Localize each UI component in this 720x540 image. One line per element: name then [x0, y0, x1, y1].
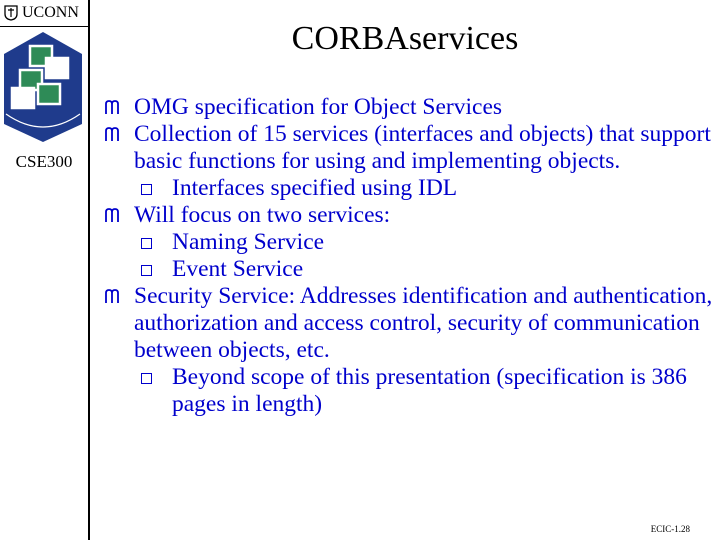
slide-title: CORBAservices: [291, 20, 519, 57]
sub-bullet-item: [104, 229, 716, 256]
square-bullet-icon: [141, 265, 152, 276]
brand: [4, 4, 79, 22]
m-bullet-icon: [104, 98, 120, 116]
sidebar-divider: [88, 0, 90, 540]
sidebar: [0, 0, 88, 540]
uconn-seal-icon: [4, 5, 18, 21]
bullet-list: [104, 94, 716, 418]
sub-bullet-text: Beyond scope of this presentation (specification is 386 pages in length): [172, 364, 687, 417]
bullet-text: Collection of 15 services (interfaces and objects) that support basic functions for using and implementing objects.: [134, 121, 711, 174]
sub-bullet-text: Naming Service: [172, 229, 325, 255]
sub-bullet-text: Event Service: [172, 256, 304, 282]
bullet-text: Will focus on two services:: [134, 202, 391, 228]
sub-bullet-text: Interfaces specified using IDL: [172, 175, 458, 201]
square-bullet-icon: [141, 238, 152, 249]
bullet-item: [104, 283, 716, 364]
course-label: CSE300: [15, 152, 73, 171]
brand-text: UCONN: [22, 4, 79, 21]
bullet-text: Security Service: Addresses identification and authentication, authorization and access control, security of communication between objects, etc.: [134, 283, 713, 363]
bullet-item: [104, 202, 716, 229]
sub-bullet-item: [104, 256, 716, 283]
bullet-item: [104, 121, 716, 175]
sub-bullet-item: [104, 175, 716, 202]
slide-id: ECIC-1.28: [650, 524, 690, 534]
bullet-text: OMG specification for Object Services: [134, 94, 503, 120]
m-bullet-icon: [104, 287, 120, 305]
square-bullet-icon: [141, 373, 152, 384]
header-rule: [0, 26, 88, 27]
square-bullet-icon: [141, 184, 152, 195]
m-bullet-icon: [104, 206, 120, 224]
cse-logo-icon: [0, 28, 86, 146]
m-bullet-icon: [104, 125, 120, 143]
sub-bullet-item: [104, 364, 716, 418]
bullet-item: [104, 94, 716, 121]
